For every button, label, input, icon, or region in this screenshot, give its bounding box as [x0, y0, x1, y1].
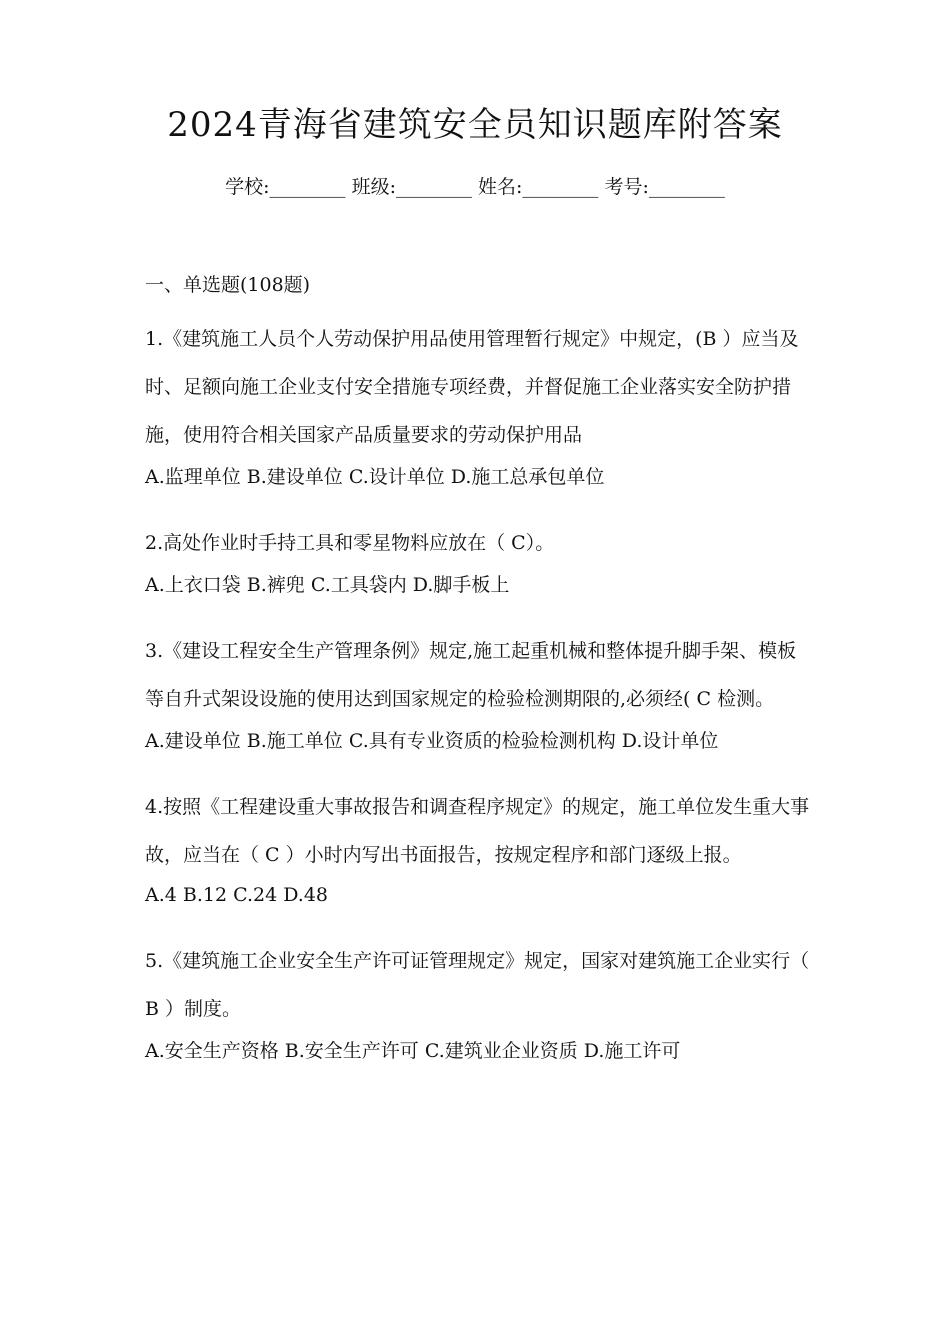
question-options: A.安全生产资格 B.安全生产许可 C.建筑业企业资质 D.施工许可 — [145, 1040, 681, 1062]
section-heading: 一、单选题(108题) — [145, 274, 311, 296]
document-title: 2024青海省建筑安全员知识题库附答案 — [167, 105, 783, 145]
question-text: 4.按照《工程建设重大事故报告和调查程序规定》的规定，施工单位发生重大事故，应当在（ C ）小时内写出书面报告，按规定程序和部门逐级上报。 — [145, 796, 810, 866]
question-5 — [145, 937, 815, 1069]
question-2 — [145, 519, 815, 603]
question-options: A.上衣口袋 B.裤兜 C.工具袋内 D.脚手板上 — [145, 574, 510, 596]
question-text: 3.《建设工程安全生产管理条例》规定,施工起重机械和整体提升脚手架、模板等自升式架设设施的使用达到国家规定的检验检测期限的,必须经( C 检测。 — [145, 640, 797, 710]
question-1 — [145, 315, 815, 495]
question-3 — [145, 627, 815, 759]
question-4 — [145, 783, 815, 913]
question-options: A.监理单位 B.建设单位 C.设计单位 D.施工总承包单位 — [145, 466, 605, 488]
document-body — [145, 268, 815, 1093]
student-info-line: 学校:________ 班级:________ 姓名:________ 考号:________ — [225, 176, 725, 198]
question-text: 1.《建筑施工人员个人劳动保护用品使用管理暂行规定》中规定，(B ）应当及时、足额向施工企业支付安全措施专项经费，并督促施工企业落实安全防护措施，使用符合相关国家产品质量要求的劳动保护用品 — [145, 328, 799, 446]
question-text: 2.高处作业时手持工具和零星物料应放在（ C）。 — [145, 532, 555, 554]
question-options: A.4 B.12 C.24 D.48 — [145, 884, 328, 906]
question-text: 5.《建筑施工企业安全生产许可证管理规定》规定，国家对建筑施工企业实行（ B ）制度。 — [145, 950, 810, 1020]
question-options: A.建设单位 B.施工单位 C.具有专业资质的检验检测机构 D.设计单位 — [145, 730, 719, 752]
